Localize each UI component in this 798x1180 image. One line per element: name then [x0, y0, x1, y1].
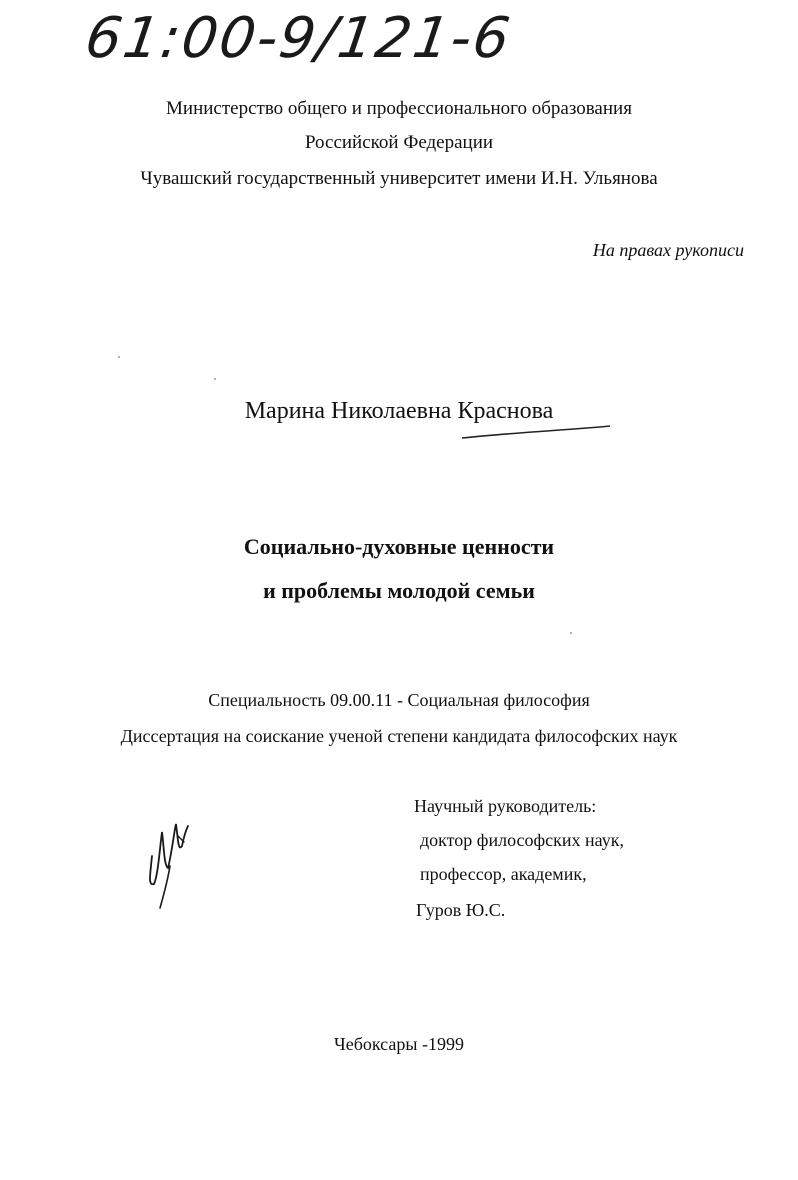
specialty-line: Специальность 09.00.11 - Социальная философия	[208, 690, 590, 710]
ministry-name: Министерство общего и профессионального образования	[166, 98, 632, 119]
dissertation-title-line-2: и проблемы молодой семьи	[263, 578, 535, 603]
handwritten-signature	[140, 816, 200, 916]
city-year: Чебоксары -1999	[334, 1034, 464, 1054]
advisor-name: Гуров Ю.С.	[416, 900, 506, 920]
advisor-degree: доктор философских наук,	[420, 830, 624, 850]
scan-speck	[118, 356, 120, 358]
university-name: Чувашский государственный университет имени И.Н. Ульянова	[140, 168, 658, 189]
advisor-titles: профессор, академик,	[420, 864, 587, 884]
rights-note: На правах рукописи	[592, 240, 744, 260]
archive-code: 61:00-9/121-6	[81, 6, 516, 71]
scan-speck	[570, 632, 572, 634]
degree-line: Диссертация на соискание ученой степени кандидата философских наук	[120, 726, 678, 746]
dissertation-title-line-1: Социально-духовные ценности	[243, 534, 555, 559]
author-name: Марина Николаевна Краснова	[244, 398, 554, 424]
federation-name: Российской Федерации	[304, 132, 494, 153]
scan-speck	[214, 378, 216, 380]
advisor-label: Научный руководитель:	[414, 796, 597, 816]
